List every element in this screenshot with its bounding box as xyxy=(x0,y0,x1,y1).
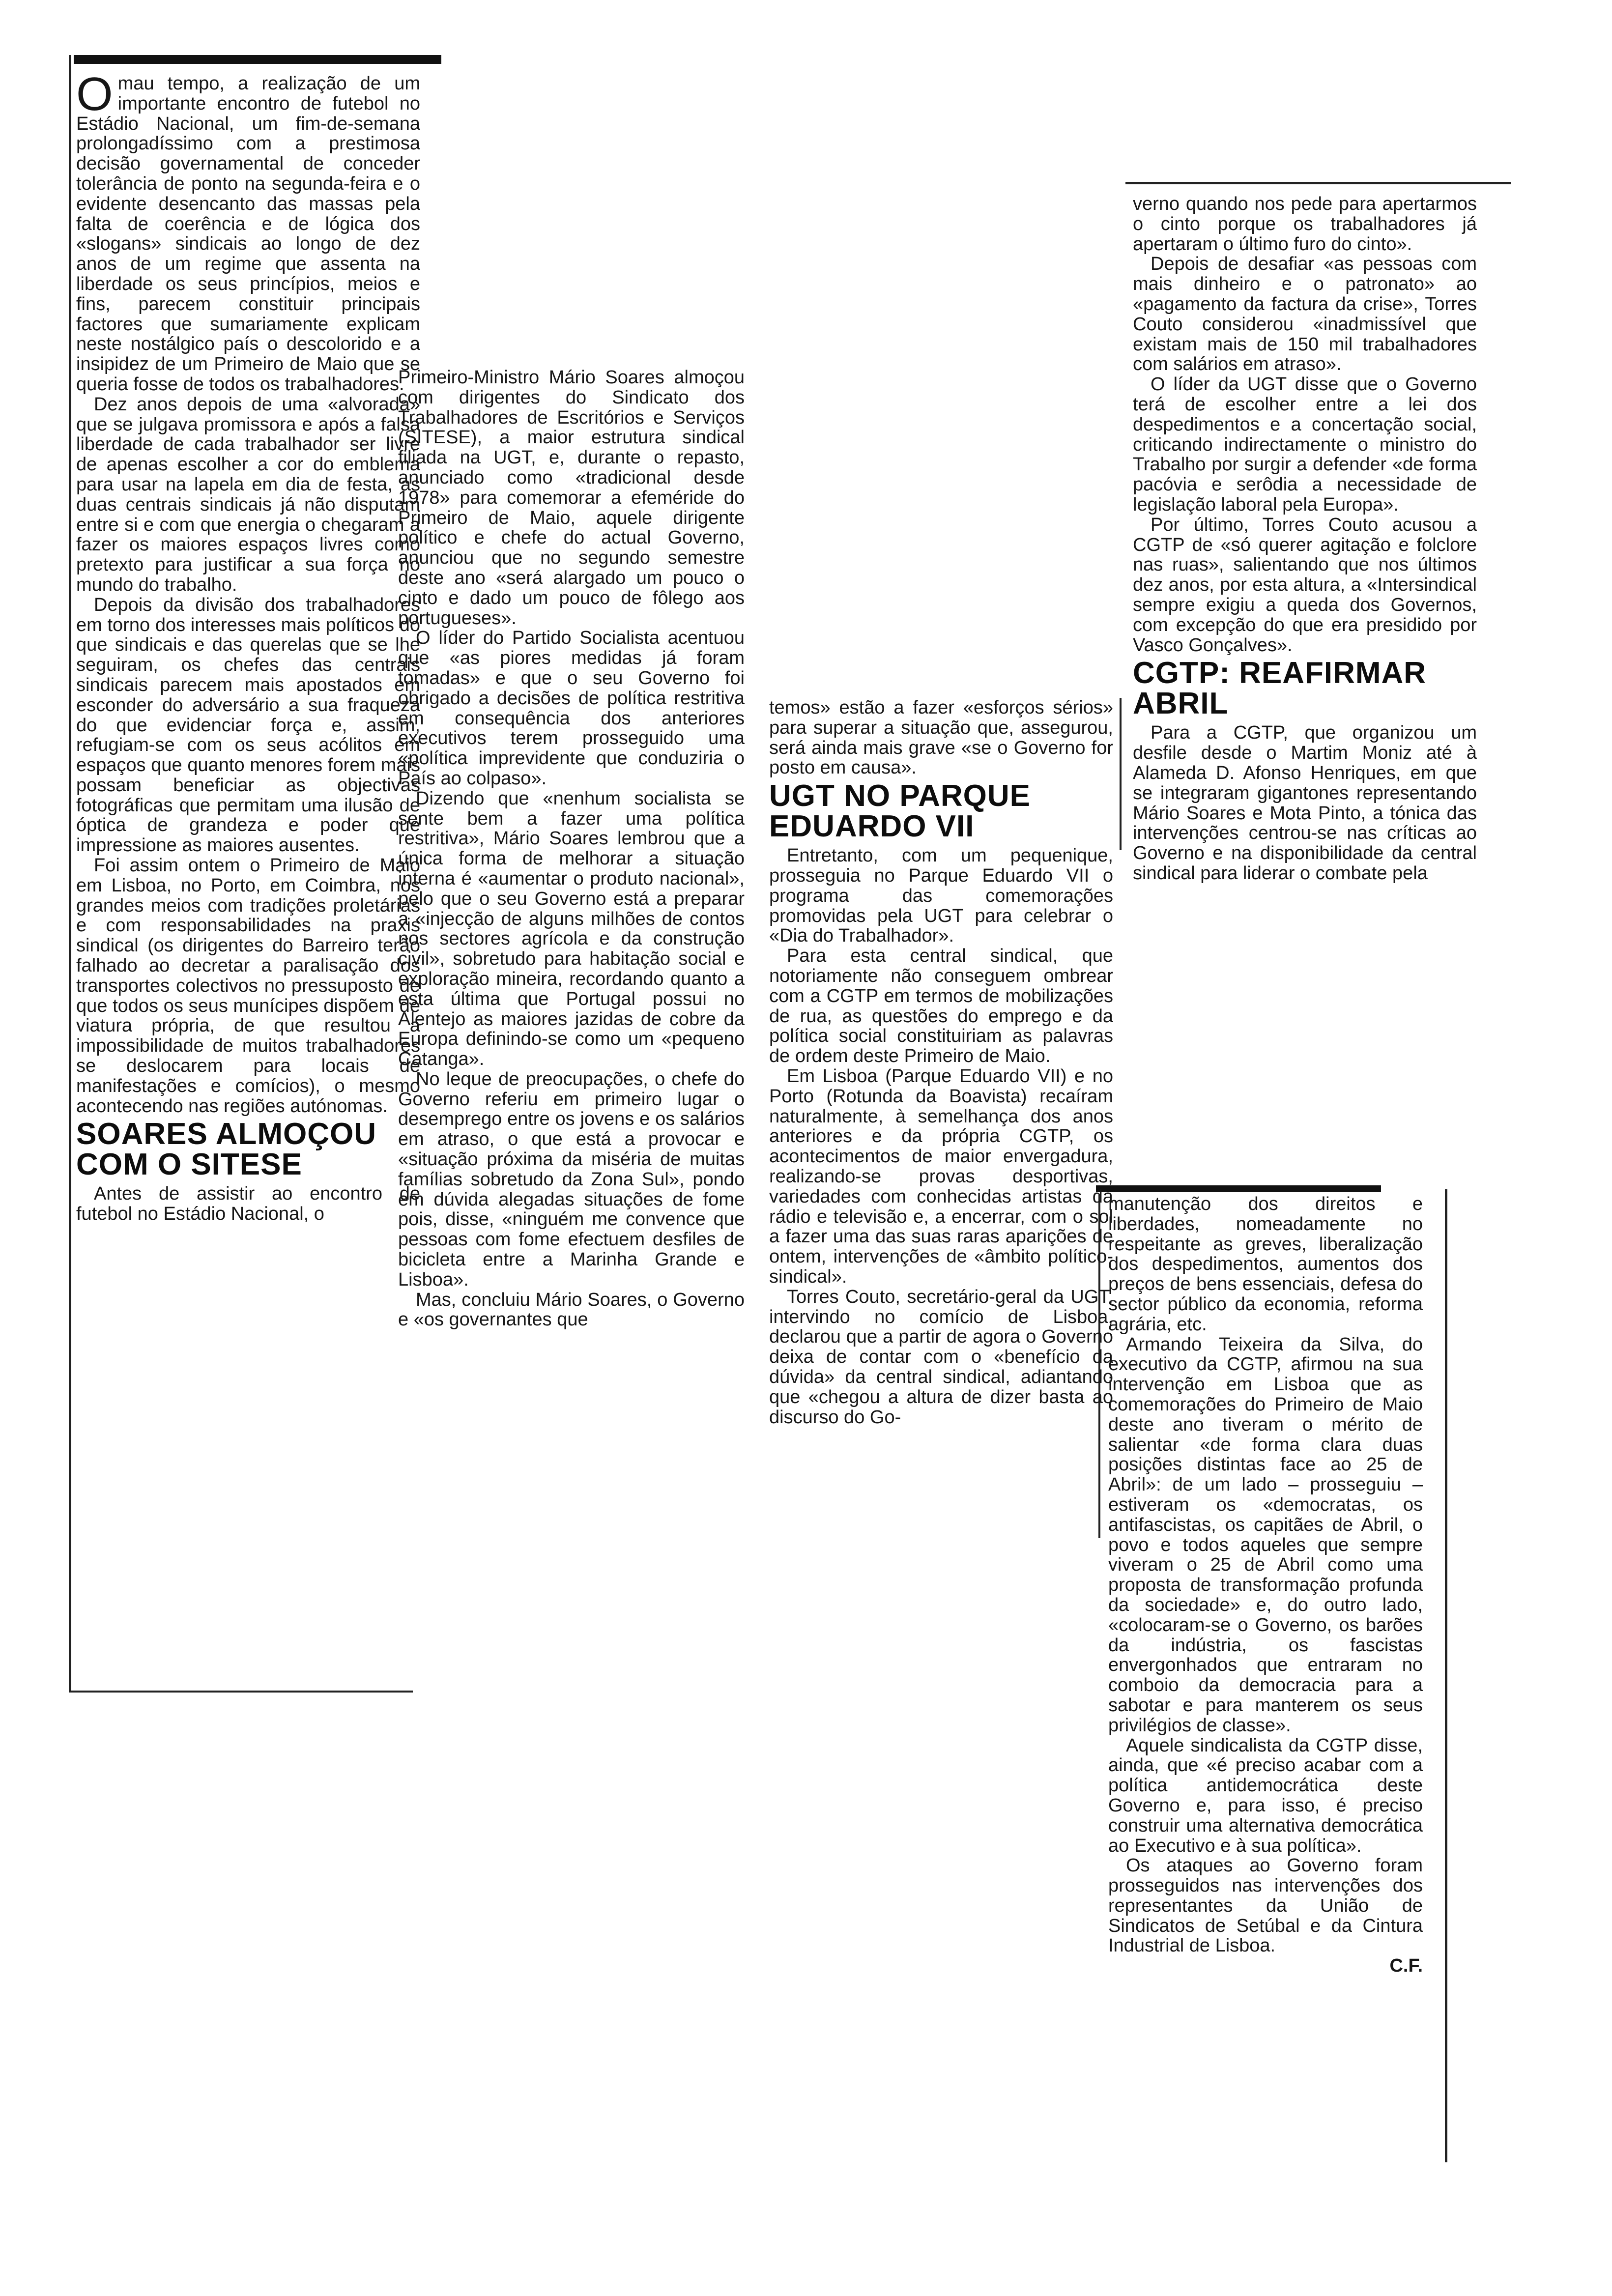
paragraph: Antes de assistir ao encontro de futebol no Estádio Nacional, o xyxy=(76,1183,420,1225)
left-edge-col1 xyxy=(69,55,71,1692)
paragraph: Aquele sindicalista da CGTP disse, ainda, que «é preciso acabar com a política antidemocrática deste Governo e, para isso, é preciso construir uma alternativa democrática ao Executivo e à sua política». xyxy=(1108,1735,1423,1856)
subheading-cgtp: CGTP: REAFIRMAR ABRIL xyxy=(1133,656,1427,721)
bottom-rule-col1 xyxy=(69,1691,413,1693)
paragraph: Torres Couto, secretário-geral da UGT, intervindo no comício de Lisboa, declarou que a partir de agora o Governo deixa de contar com o «benefício da dúvida» da central sindical, adiantando que «chegou a altura de dizer basta ao discurso do Go- xyxy=(769,1286,1113,1428)
top-rule-col4 xyxy=(1125,182,1511,184)
article-column-5 xyxy=(1108,1194,1423,1976)
author-signature: C.F. xyxy=(1389,1955,1423,1977)
paragraph: Dizendo que «nenhum socialista se sente bem a fazer uma política restritiva», Mário Soares lembrou que a única forma de melhorar a situação interna é «aumentar o produto nacional», pelo que o seu Governo está a preparar a «injecção de alguns milhões de contos nos sectores agrícola e da construção civil», sobretudo para habitação social e exploração mineira, recordando quanto a esta última que Portugal possui no Alentejo as maiores jazidas de cobre da Europa definindo-se como um «pequeno Catanga». xyxy=(398,788,745,1070)
paragraph: O líder da UGT disse que o Governo terá de escolher entre a lei dos despedimentos e a concertação social, criticando indirectamente o ministro do Trabalho por surgir a defender «de forma pacóvia e serôdia a necessidade de legislação laboral pela Europa». xyxy=(1133,374,1477,515)
cut-rule-col4 xyxy=(1096,1185,1381,1192)
paragraph: Mas, concluiu Mário Soares, o Governo e «os governantes que xyxy=(398,1289,745,1330)
article-column-1 xyxy=(76,68,420,1225)
paragraph: verno quando nos pede para apertarmos o cinto porque os trabalhadores já apertaram o último furo do cinto». xyxy=(1133,194,1477,255)
paragraph: Em Lisboa (Parque Eduardo VII) e no Porto (Rotunda da Boavista) recaíram naturalmente, à semelhança dos anos anteriores e da própria CGTP, os acontecimentos de maior envergadura, realizando-se provas desportivas, variedades com conhecidas artistas da rádio e televisão e, a encerrar, com o sol a fazer uma das suas raras aparições de ontem, intervenções de «âmbito político-sindical». xyxy=(769,1065,1113,1287)
divider-col3-col4 xyxy=(1120,698,1122,850)
article-column-2 xyxy=(398,368,745,1330)
paragraph: Para esta central sindical, que notoriamente não conseguem ombrear com a CGTP em termos de mobilizações de rua, as questões do emprego e da política social constituiriam as palavras de ordem deste Primeiro de Maio. xyxy=(769,946,1113,1067)
paragraph: O líder do Partido Socialista acentuou que «as piores medidas já foram tomadas» e que o seu Governo foi obrigado a decisões de política restritiva em consequência dos anteriores executivos terem prosseguido uma «política imprevidente que conduziria o País ao colpaso». xyxy=(398,628,745,789)
paragraph: Depois da divisão dos trabalhadores em torno dos interesses mais políticos do que sindicais e das querelas que se lhe seguiram, os chefes das centrais sindicais parecem mais apostados em esconder do adversário a sua fraqueza do que evidenciar força e, assim, refugiam-se com os seus acólitos em espaços que quanto menores forem mais possam beneficiar as objectivas fotográficas que permitam uma ilusão de óptica de grandeza e poder que impressione as maiores ausentes. xyxy=(76,594,420,856)
right-edge-col5 xyxy=(1445,1189,1447,2162)
paragraph: Dez anos depois de uma «alvorada» que se julgava promissora e após a falsa liberdade de cada trabalhador ser livre de apenas escolher a cor do emblema para usar na lapela em dia de festa, as duas centrais sindicais já não disputam entre si e com que energia o chegaram a fazer os maiores espaços livres como pretexto para justificar a sua força no mundo do trabalho. xyxy=(76,394,420,595)
subheading-ugt: UGT NO PARQUE EDUARDO VII xyxy=(769,779,1031,844)
paragraph: Depois de desafiar «as pessoas com mais dinheiro e o patronato» ao «pagamento da factura da crise», Torres Couto considerou «inadmissível que existam mais de 150 mil trabalhadores com salários em atraso». xyxy=(1133,254,1477,375)
top-rule-col1 xyxy=(74,55,441,64)
paragraph: Primeiro-Ministro Mário Soares almoçou com dirigentes do Sindicato dos Trabalhadores de Escritórios e Serviços (SITESE), a maior estrutura sindical filiada na UGT, e, durante o repasto, anunciado como «tradicional desde 1978» para comemorar a efeméride do Primeiro de Maio, aquele dirigente político e chefe do actual Governo, anunciou que no segundo semestre deste ano «será alargado um pouco o cinto e dado um pouco de fôlego aos portugueses». xyxy=(398,367,745,629)
paragraph: Para a CGTP, que organizou um desfile desde o Martim Moniz até à Alameda D. Afonso Henriques, em que se integraram gigantones representando Mário Soares e Mota Pinto, a tónica das intervenções centrou-se nas críticas ao Governo e na disponibilidade da central sindical para liderar o combate pela xyxy=(1133,722,1477,884)
article-column-4 xyxy=(1133,194,1477,884)
article-column-3 xyxy=(769,698,1113,1427)
paragraph: Os ataques ao Governo foram prosseguidos nas intervenções dos representantes da União de Sindicatos de Setúbal e da Cintura Industrial de Lisboa. xyxy=(1108,1855,1423,1956)
paragraph: manutenção dos direitos e liberdades, nomeadamente no respeitante as greves, liberalização dos despedimentos, aumentos dos preços de bens essenciais, defesa do sector público da economia, reforma agrária, etc. xyxy=(1108,1194,1423,1335)
paragraph: Foi assim ontem o Primeiro de Maio em Lisboa, no Porto, em Coimbra, nos grandes meios com tradições proletárias e com responsabilidades na praxis sindical (os dirigentes do Barreiro terão falhado ao decretar a paralisação dos transportes colectivos no pressuposto de que todos os seus munícipes dispõem de viatura própria, de que resultou a impossibilidade de muitos trabalhadores se deslocarem para locais de manifestações e comícios), o mesmo acontecendo nas regiões autónomas. xyxy=(76,855,420,1117)
paragraph: No leque de preocupações, o chefe do Governo referiu em primeiro lugar o desemprego entre os jovens e os salários em atraso, o que está a provocar e «situação próxima da miséria de muitas famílias sobretudo da Zona Sul», pondo em dúvida alegadas situações de fome pois, disse, «ninguém me convence que pessoas com fome efectuem desfiles de bicicleta entre a Marinha Grande e Lisboa». xyxy=(398,1068,745,1290)
paragraph: Entretanto, com um pequenique, prosseguia no Parque Eduardo VII o programa das comemorações promovidas pela UGT para celebrar o «Dia do Trabalhador». xyxy=(769,845,1113,947)
subheading-soares: SOARES ALMOÇOU COM O SITESE xyxy=(76,1117,377,1182)
paragraph: temos» estão a fazer «esforços sérios» para superar a situação que, assegurou, será ainda mais grave «se o Governo for posto em causa». xyxy=(769,697,1113,778)
paragraph: Por último, Torres Couto acusou a CGTP de «só querer agitação e folclore nas ruas», salientando que nos últimos dez anos, por esta altura, a «Intersindical sempre exigiu a queda dos Governos, com excepção do que era presidido por Vasco Gonçalves». xyxy=(1133,514,1477,656)
lead-paragraph: Omau tempo, a realização de um importante encontro de futebol no Estádio Nacional, um fim-de-semana prolongadíssimo com a prestimosa decisão governamental de conceder tolerância de ponto na segunda-feira e o evidente desencanto das massas pela falta de coerência e de lógica dos «slogans» sindicais ao longo de dez anos de um regime que assenta na liberdade os seus princípios, meios e fins, parecem constituir principais factores que sumariamente explicam neste nostálgico país o descolorido e a insipidez de um Primeiro de Maio que se queria fosse de todos os trabalhadores. xyxy=(76,68,420,395)
drop-cap: O xyxy=(76,68,113,120)
paragraph: Armando Teixeira da Silva, do executivo da CGTP, afirmou na sua intervenção em Lisboa que as comemorações do Primeiro de Maio deste ano tiveram o mérito de salientar «de forma clara duas posições distintas face ao 25 de Abril»: de um lado – prosseguiu – estiveram os «democratas, os antifascistas, os capitães de Abril, o povo e todos aqueles que sempre viveram o 25 de Abril como uma proposta de transformação profunda da sociedade» e, do outro lado, «colocaram-se o Governo, os barões da indústria, os fascistas envergonhados que entraram no comboio da democracia para a sabotar e para manterem os seus privilégios de classe». xyxy=(1108,1334,1423,1736)
